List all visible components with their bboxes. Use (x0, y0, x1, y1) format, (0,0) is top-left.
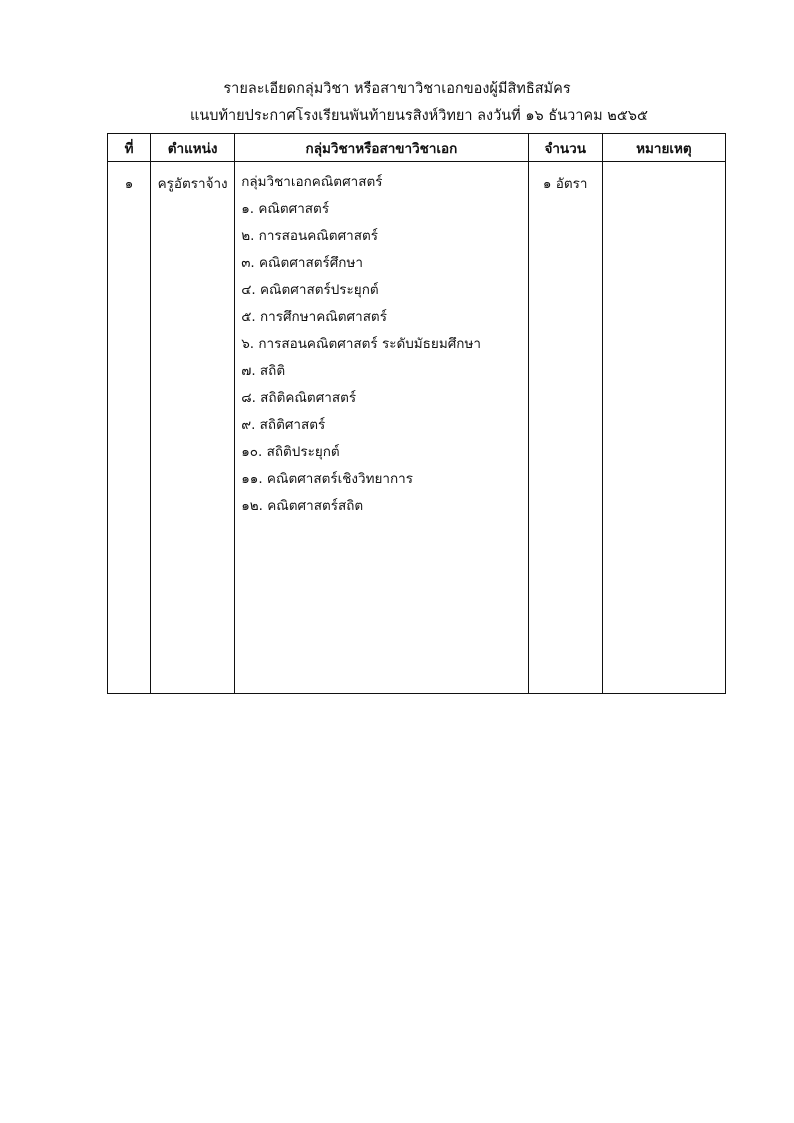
column-header-major-group: กลุ่มวิชาหรือสาขาวิชาเอก (235, 134, 528, 162)
major-item: ๒. การสอนคณิตศาสตร์ (241, 228, 378, 244)
column-header-quantity: จำนวน (528, 134, 602, 162)
major-item: ๑๒. คณิตศาสตร์สถิต (241, 498, 364, 514)
major-item: ๘. สถิติคณิตศาสตร์ (241, 390, 357, 406)
major-item: ๗. สถิติ (241, 363, 286, 379)
table-row (108, 162, 726, 694)
remark-cell (602, 162, 725, 694)
major-item: ๑. คณิตศาสตร์ (241, 201, 330, 217)
document-subtitle: แนบท้ายประกาศโรงเรียนพันท้ายนรสิงห์วิทยา ลงวันที่ ๑๖ ธันวาคม ๒๕๖๕ (189, 108, 648, 124)
major-item: ๕. การศึกษาคณิตศาสตร์ (241, 309, 387, 325)
major-group-heading: กลุ่มวิชาเอกคณิตศาสตร์ (241, 174, 383, 190)
document-title: รายละเอียดกลุ่มวิชา หรือสาขาวิชาเอกของผู้มีสิทธิสมัคร (223, 81, 571, 97)
major-item: ๑๐. สถิติประยุกต์ (241, 444, 340, 460)
column-header-remark: หมายเหตุ (602, 134, 725, 162)
major-item: ๑๑. คณิตศาสตร์เชิงวิทยาการ (241, 471, 413, 487)
table-header-row (108, 134, 726, 162)
major-item: ๓. คณิตศาสตร์ศึกษา (241, 255, 363, 271)
major-item: ๖. การสอนคณิตศาสตร์ ระดับมัธยมศึกษา (241, 336, 481, 352)
major-item: ๙. สถิติศาสตร์ (241, 417, 326, 433)
quantity-cell: ๑ อัตรา (528, 162, 602, 694)
major-group-cell (235, 162, 528, 694)
column-header-no: ที่ (108, 134, 151, 162)
major-item: ๔. คณิตศาสตร์ประยุกต์ (241, 282, 379, 298)
position-cell: ครูอัตราจ้าง (151, 162, 235, 694)
row-number-cell: ๑ (108, 162, 151, 694)
column-header-position: ตำแหน่ง (151, 134, 235, 162)
majors-table (107, 133, 726, 694)
